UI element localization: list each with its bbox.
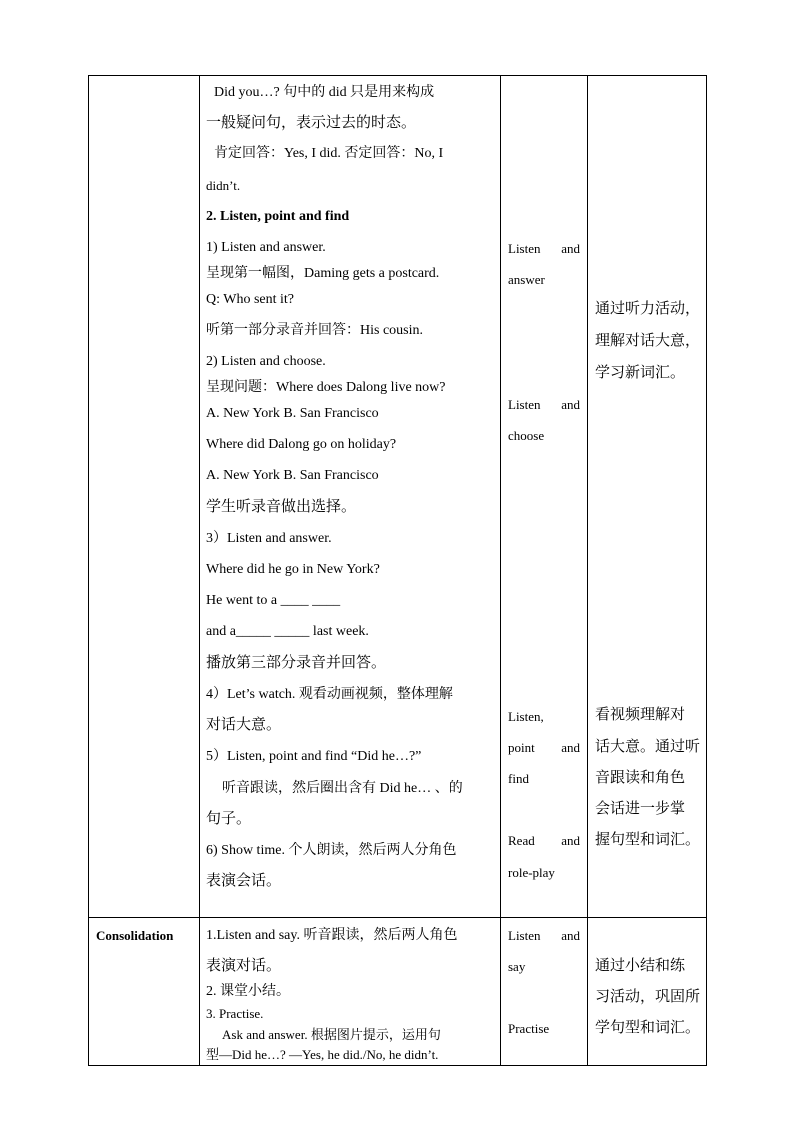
procedure-line: Q: Who sent it?: [206, 292, 295, 307]
procedure-line: 呈现第一幅图，Daming gets a postcard.: [206, 266, 440, 281]
activity-word: Listen: [508, 928, 541, 943]
purpose-line: 看视频理解对: [595, 707, 686, 723]
purpose-line: 话大意。通过听: [595, 739, 701, 755]
procedure-line: 4）Let’s watch. 观看动画视频，整体理解: [206, 687, 453, 702]
procedure-line: 3. Practise.: [206, 1006, 264, 1021]
activity-word: choose: [508, 428, 545, 443]
activity-word: and: [561, 833, 580, 848]
purpose-line: 通过小结和练: [595, 958, 686, 974]
table-row-divider: [88, 917, 707, 918]
purpose-line: 音跟读和角色: [595, 770, 686, 786]
procedure-line: 听音跟读，然后圈出含有 Did he… 、的: [222, 781, 463, 796]
activity-word: and: [561, 241, 580, 256]
table-col-divider: [199, 75, 200, 1066]
activity-word: say: [508, 959, 526, 974]
activity-word: Listen,: [508, 709, 544, 724]
procedure-line: 2) Listen and choose.: [206, 354, 326, 369]
activity-point-and: [508, 741, 580, 754]
procedure-line: Ask and answer. 根据图片提示，运用句: [222, 1027, 441, 1042]
activity-word: Read: [508, 833, 535, 848]
procedure-line: Did you…? 句中的 did 只是用来构成: [214, 85, 435, 100]
activity-word: and: [561, 928, 580, 943]
table-border-right: [706, 75, 707, 1066]
table-border-left: [88, 75, 89, 1066]
procedure-line: 6) Show time. 个人朗读，然后两人分角色: [206, 843, 457, 858]
procedure-line: Where did Dalong go on holiday?: [206, 437, 397, 452]
procedure-line: 表演会话。: [206, 873, 282, 889]
procedure-line: 对话大意。: [206, 717, 282, 733]
activity-word: Listen: [508, 241, 541, 256]
procedure-line: didn’t.: [206, 178, 241, 193]
activity-read-and: [508, 834, 580, 847]
table-border-top: [88, 75, 707, 76]
procedure-line: 句子。: [206, 811, 252, 827]
activity-word: find: [508, 771, 529, 786]
section-heading: 2. Listen, point and find: [206, 209, 350, 224]
procedure-line: A. New York B. San Francisco: [206, 406, 379, 421]
procedure-line: 1.Listen and say. 听音跟读，然后两人角色: [206, 928, 458, 943]
purpose-line: 习活动，巩固所: [595, 989, 701, 1005]
procedure-line: 一般疑问句，表示过去的时态。: [206, 115, 417, 131]
procedure-line: 1) Listen and answer.: [206, 240, 326, 255]
activity-listen-say: [508, 929, 580, 942]
purpose-line: 会话进一步掌: [595, 801, 686, 817]
activity-word: Listen: [508, 397, 541, 412]
procedure-line: 学生听录音做出选择。: [206, 499, 357, 515]
table-col-divider: [587, 75, 588, 1066]
procedure-line: 呈现问题：Where does Dalong live now?: [206, 380, 446, 395]
procedure-line: and a_____ _____ last week.: [206, 624, 369, 639]
table-border-bottom: [88, 1065, 707, 1066]
procedure-line: 肯定回答：Yes, I did. 否定回答：No, I: [214, 146, 444, 161]
procedure-line: 播放第三部分录音并回答。: [206, 655, 387, 671]
activity-listen-answer: [508, 242, 580, 255]
procedure-line: He went to a ____ ____: [206, 593, 341, 608]
procedure-line: 2. 课堂小结。: [206, 984, 290, 999]
activity-word: and: [561, 397, 580, 412]
lesson-plan-table: [88, 75, 707, 1066]
activity-word: point: [508, 740, 535, 755]
procedure-line: 型—Did he…? —Yes, he did./No, he didn’t.: [206, 1047, 439, 1062]
purpose-line: 学习新词汇。: [595, 365, 686, 381]
purpose-line: 握句型和词汇。: [595, 832, 701, 848]
procedure-line: 听第一部分录音并回答：His cousin.: [206, 323, 423, 338]
stage-label-consolidation: Consolidation: [96, 928, 174, 943]
procedure-line: 表演对话。: [206, 958, 282, 974]
purpose-line: 理解对话大意，: [595, 333, 701, 349]
activity-word: answer: [508, 272, 545, 287]
purpose-line: 通过听力活动，: [595, 301, 701, 317]
procedure-line: 3）Listen and answer.: [206, 531, 332, 546]
activity-word: and: [561, 740, 580, 755]
table-col-divider: [500, 75, 501, 1066]
procedure-line: 5）Listen, point and find “Did he…?”: [206, 749, 422, 764]
activity-word: Practise: [508, 1021, 550, 1036]
procedure-line: A. New York B. San Francisco: [206, 468, 379, 483]
procedure-line: Where did he go in New York?: [206, 562, 380, 577]
activity-word: role-play: [508, 865, 555, 880]
purpose-line: 学句型和词汇。: [595, 1020, 701, 1036]
activity-listen-choose: [508, 398, 580, 411]
